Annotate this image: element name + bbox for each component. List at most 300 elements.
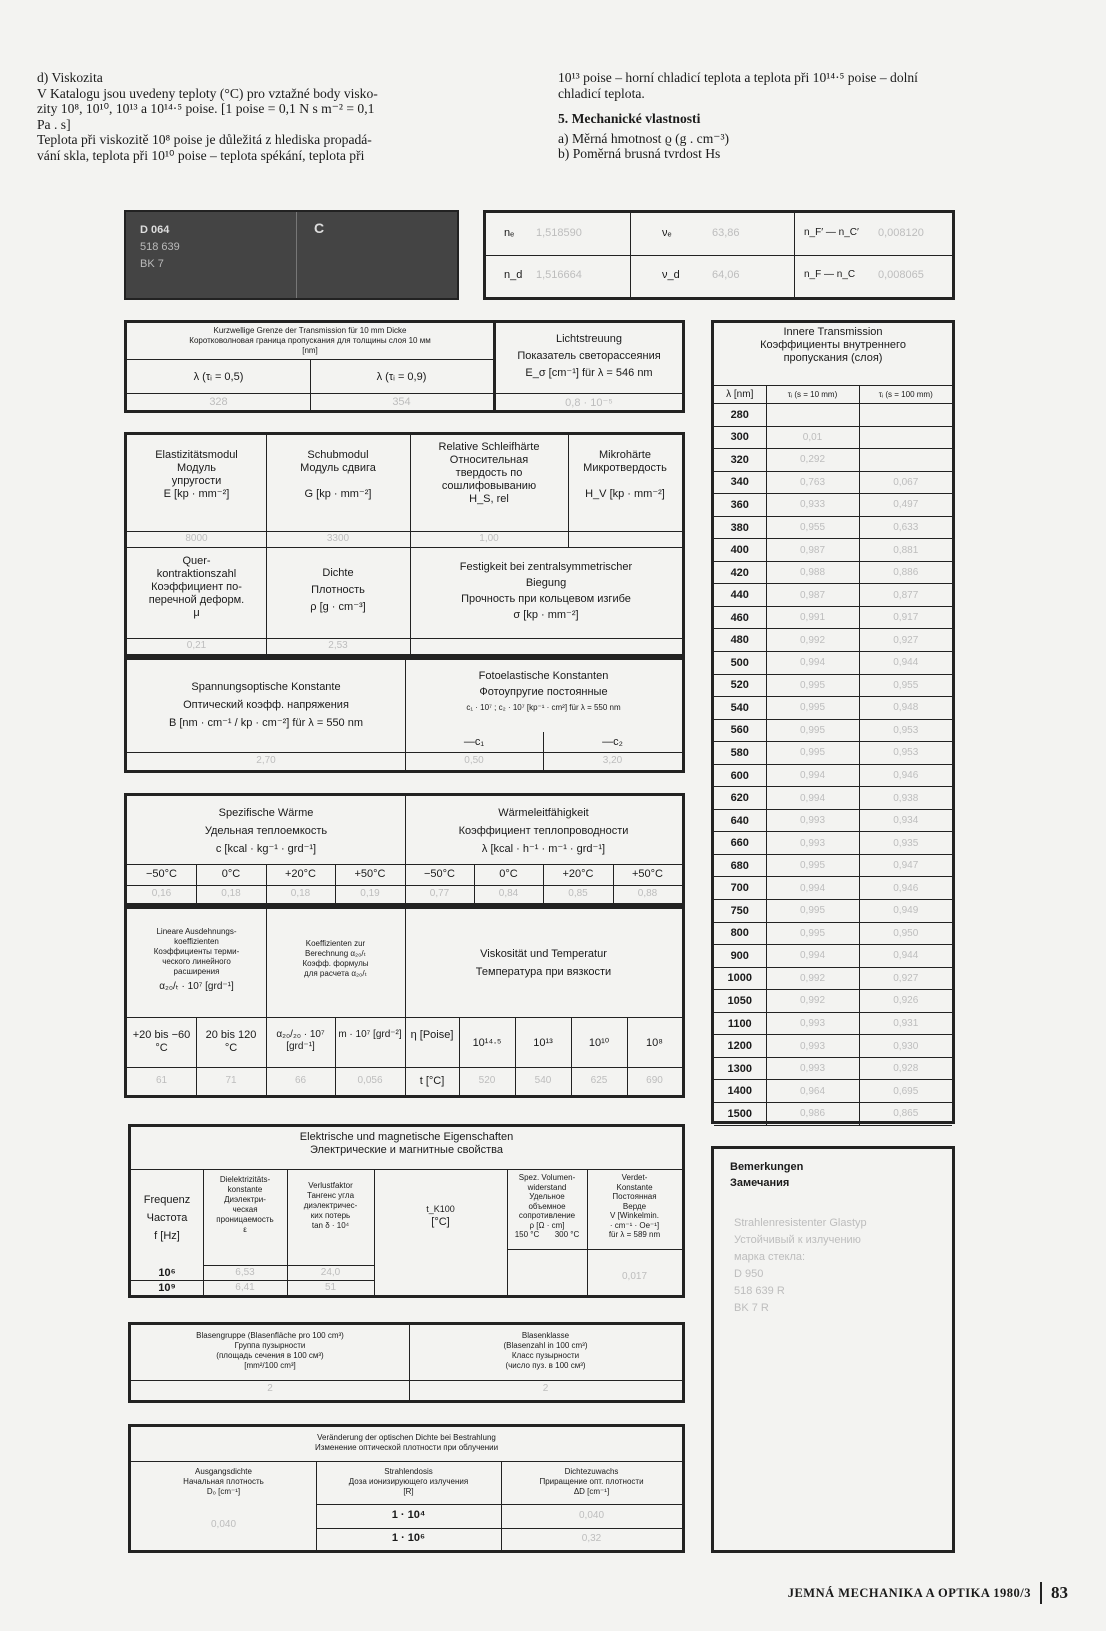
- remark-line: BK 7 R: [734, 1302, 769, 1314]
- table-row: [714, 764, 952, 787]
- lambda-09-value: 354: [392, 396, 411, 408]
- viscosity-temp-3: 625: [590, 1075, 608, 1086]
- page-number: 83: [1051, 1583, 1068, 1602]
- table-row: [714, 584, 952, 607]
- table-row: [714, 967, 952, 990]
- grind-value: 1,00: [479, 533, 499, 544]
- photoel-c1-value: 0,50: [464, 755, 484, 766]
- wavelength-cell: 680: [714, 854, 766, 877]
- remarks-text: [734, 1215, 867, 1317]
- header-line: Группа пузырности: [234, 1341, 306, 1350]
- header-line: ρ [g · cm⁻³]: [310, 601, 366, 613]
- tau-100-cell: 0,946: [859, 764, 952, 787]
- header-line: Spannungsoptische Konstante: [191, 681, 341, 693]
- header-line: твердость по: [455, 467, 523, 479]
- header-line: Festigkeit bei zentralsymmetrischer: [459, 561, 633, 573]
- stressopt-header: [127, 678, 405, 732]
- header-line: ε: [243, 1225, 247, 1234]
- wavelength-cell: 560: [714, 719, 766, 742]
- header-line: σ [kp · mm⁻²]: [513, 609, 579, 621]
- table-row: [714, 494, 952, 517]
- header-line: Частота: [146, 1212, 188, 1224]
- viscosity-poise-4: 10⁸: [646, 1037, 663, 1049]
- tau-100-cell: 0,948: [859, 697, 952, 720]
- dispersion-1-label: n_F′ — n_C′: [804, 227, 859, 238]
- wavelength-cell: 480: [714, 629, 766, 652]
- tau-100-cell: 0,947: [859, 854, 952, 877]
- ve-label: νₑ: [662, 227, 672, 239]
- text-line: vání skla, teplota při 10¹⁰ poise – teplota spékání, teplota při: [37, 147, 365, 163]
- dispersion-2-value: 0,008065: [878, 269, 924, 281]
- inner-transmission-header: [714, 326, 952, 365]
- header-line: Biegung: [525, 577, 567, 589]
- table-row: [714, 697, 952, 720]
- heat-value-4: 0,19: [360, 888, 380, 899]
- density-header: [266, 565, 410, 616]
- tau-10-cell: 0,987: [766, 539, 859, 562]
- mechanical-box: [124, 432, 685, 657]
- wavelength-cell: 420: [714, 561, 766, 584]
- tau-10-cell: 0,994: [766, 945, 859, 968]
- viscosity-poise-3: 10¹⁰: [588, 1037, 610, 1049]
- wavelength-cell: 620: [714, 787, 766, 810]
- header-line: [266, 475, 410, 488]
- header-line: kontraktionszahl: [156, 568, 237, 580]
- header-line: Dichtezuwachs: [564, 1467, 619, 1476]
- wavelength-cell: 540: [714, 697, 766, 720]
- wavelength-cell: 400: [714, 539, 766, 562]
- loss-value-2: 51: [324, 1282, 337, 1293]
- expansion-value-3: 66: [294, 1075, 307, 1086]
- header-line: λ [kcal · h⁻¹ · m⁻¹ · grd⁻¹]: [481, 843, 606, 855]
- viscosity-eta-label: η [Poise]: [410, 1029, 454, 1041]
- table-row: [714, 516, 952, 539]
- header-line: H_S, rel: [469, 493, 509, 505]
- tau-10-cell: [766, 404, 859, 427]
- header-line: Verlustfaktor: [308, 1181, 353, 1190]
- wavelength-cell: 280: [714, 404, 766, 427]
- table-row: [714, 426, 952, 449]
- elastic-value: 8000: [185, 533, 208, 544]
- header-line: E [kp · mm⁻²]: [163, 488, 230, 500]
- tau-10-cell: 0,964: [766, 1080, 859, 1103]
- expansion-sub-3: α₂₀/₂₀ · 10⁷ [grd⁻¹]: [276, 1029, 325, 1052]
- tau-100-cell: 0,935: [859, 832, 952, 855]
- tau-100-cell: 0,881: [859, 539, 952, 562]
- header-line: диэлектричес-: [303, 1201, 358, 1210]
- wavelength-cell: 600: [714, 764, 766, 787]
- freq-1: 10⁶: [158, 1267, 176, 1279]
- text-line: b) Poměrná brusná tvrdost Hs: [558, 146, 721, 162]
- wavelength-cell: 580: [714, 742, 766, 765]
- tau-100-cell: 0,930: [859, 1035, 952, 1058]
- tau-10-cell: 0,995: [766, 674, 859, 697]
- header-line: ρ [Ω · cm]: [529, 1220, 565, 1230]
- viscosity-temp-1: 520: [478, 1075, 496, 1086]
- table-row: [714, 1035, 952, 1058]
- table-row: [714, 854, 952, 877]
- transmission-limit-unit: [nm]: [302, 346, 318, 355]
- header-line: f [Hz]: [154, 1230, 180, 1242]
- header-line: μ: [193, 607, 200, 619]
- transmission-limit-title-ru: Коротковолновая граница пропускания для толщины слоя 10 мм: [189, 336, 431, 345]
- header-line: перечной деформ.: [148, 594, 245, 606]
- tau-10-cell: 0,763: [766, 471, 859, 494]
- header-line: Удельная теплоемкость: [204, 825, 328, 837]
- header-line: Фотоупругие постоянные: [479, 686, 608, 698]
- tau-100-cell: [859, 426, 952, 449]
- table-row: [714, 742, 952, 765]
- text-line: Pa . s]: [37, 116, 71, 132]
- table-row: [714, 990, 952, 1013]
- tau-100-cell: 0,928: [859, 1057, 952, 1080]
- scatter-title-de: Lichtstreuung: [555, 333, 623, 345]
- poisson-value: 0,21: [186, 640, 207, 651]
- photoel-c1-header: —c₁: [463, 736, 485, 748]
- loss-value-1: 24,0: [320, 1267, 341, 1278]
- header-line: Приращение опт. плотности: [539, 1477, 644, 1486]
- text-line: 10¹³ poise – horní chladicí teplota a teplota při 10¹⁴·⁵ poise – dolní: [558, 70, 918, 85]
- expansion-value-1: 61: [155, 1075, 168, 1086]
- vol-temp-1: 150 °C: [514, 1230, 540, 1239]
- header-line: сошлифовыванию: [441, 480, 537, 492]
- wavelength-cell: 440: [714, 584, 766, 607]
- dielectric-value-2: 6,41: [235, 1282, 255, 1293]
- electric-box: [128, 1124, 685, 1298]
- expansion-value-2: 71: [225, 1075, 237, 1086]
- tau-10-cell: 0,995: [766, 697, 859, 720]
- text-line: chladicí teplota.: [558, 85, 645, 101]
- header-line: Тангенс угла: [306, 1191, 355, 1200]
- header-line: Температура при вязкости: [475, 966, 612, 978]
- radiation-title-ru: Изменение оптической плотности при облучении: [314, 1443, 499, 1452]
- expansion-value-4: 0,056: [357, 1075, 383, 1086]
- transmission-limit-box: [124, 320, 496, 413]
- header-line: Относительная: [449, 454, 529, 466]
- table-row: [714, 629, 952, 652]
- header-line: V [Winkelmin.: [610, 1211, 659, 1220]
- header-line: Elastizitätsmodul: [155, 449, 238, 461]
- header-line: ких потерь: [310, 1211, 351, 1220]
- heat-header: [127, 804, 405, 858]
- text-line: a) Měrná hmotnost ϱ (g . cm⁻³): [558, 130, 730, 146]
- wavelength-cell: 640: [714, 809, 766, 832]
- header-line: Удельное: [529, 1192, 565, 1201]
- glass-code: BK 7: [140, 258, 164, 270]
- radiation-col-1: [131, 1467, 316, 1497]
- remarks-title-ru: Замечания: [730, 1177, 790, 1189]
- tau-10-cell: 0,933: [766, 494, 859, 517]
- table-row: [714, 809, 952, 832]
- header-line: Плотность: [311, 584, 365, 596]
- table-row: [714, 561, 952, 584]
- inner-transmission-table: [714, 385, 952, 1126]
- scatter-title-ru: Показатель светорассеяния: [517, 350, 661, 362]
- dielectric-value-1: 6,53: [235, 1267, 255, 1278]
- cond-value-2: 0,84: [498, 888, 519, 899]
- header-line: Микротвердость: [583, 462, 667, 474]
- remark-line: Strahlenresistenter Glastyp: [734, 1217, 867, 1229]
- cond-temp-2: 0°C: [499, 868, 518, 880]
- wavelength-cell: 360: [714, 494, 766, 517]
- header-line: сопротивление: [518, 1211, 576, 1220]
- tau-100-cell: 0,934: [859, 809, 952, 832]
- tau-10-cell: 0,992: [766, 990, 859, 1013]
- heat-temp-2: 0°C: [221, 868, 241, 880]
- tau-100-cell: 0,633: [859, 516, 952, 539]
- header-line: Класс пузырности: [511, 1351, 580, 1360]
- tau-100-cell: 0,917: [859, 606, 952, 629]
- viscosity-poise-2: 10¹³: [533, 1037, 553, 1049]
- tau-10-cell: 0,988: [766, 561, 859, 584]
- header-line: Verdet-: [621, 1173, 648, 1182]
- expansion-sub-2: 20 bis 120 °C: [205, 1029, 257, 1054]
- remarks-box: [711, 1146, 955, 1553]
- expansion-sub-1: +20 bis −60 °C: [132, 1029, 191, 1054]
- tau-10-cell: 0,994: [766, 787, 859, 810]
- header-line: D₀ [cm⁻¹]: [206, 1487, 241, 1496]
- wavelength-cell: 340: [714, 471, 766, 494]
- vd-value: 64,06: [712, 269, 740, 281]
- header-line: Quer-: [182, 555, 211, 567]
- vol-temp-2: 300 °C: [554, 1230, 580, 1239]
- tau-100-cell: 0,886: [859, 561, 952, 584]
- header-line: G [kp · mm⁻²]: [304, 488, 372, 500]
- tau-100-cell: 0,931: [859, 1012, 952, 1035]
- header-line: widerstand: [527, 1182, 567, 1192]
- table-row: [714, 719, 952, 742]
- wavelength-cell: 1500: [714, 1102, 766, 1125]
- tau-100-cell: 0,946: [859, 877, 952, 900]
- table-row: [714, 1057, 952, 1080]
- table-row: [714, 652, 952, 675]
- header-line: Fotoelastische Konstanten: [478, 670, 609, 682]
- heat-temp-3: +20°C: [284, 868, 316, 880]
- table-row: [714, 539, 952, 562]
- header-line: Frequenz: [143, 1194, 191, 1206]
- wavelength-cell: 1100: [714, 1012, 766, 1035]
- header-line: Диэлектри-: [224, 1195, 266, 1204]
- electric-title-ru: Электрические и магнитные свойства: [310, 1144, 503, 1156]
- nd-label: n_d: [504, 269, 523, 281]
- bubble-group-value: 2: [267, 1383, 273, 1394]
- tau-100-cell: 0,497: [859, 494, 952, 517]
- poisson-header: [127, 555, 266, 620]
- header-line: Доза ионизирующего излучения: [348, 1477, 469, 1486]
- tau-100-cell: [859, 449, 952, 472]
- cond-value-3: 0,85: [568, 888, 588, 899]
- dielectric-header: [203, 1175, 287, 1235]
- header-line: Постоянная: [612, 1192, 657, 1201]
- header-line: Berechnung α₂₀/ₜ: [305, 949, 366, 958]
- bubble-class-header: [409, 1331, 682, 1371]
- density-increase-2: 0,32: [581, 1533, 602, 1544]
- wavelength-cell: 800: [714, 922, 766, 945]
- lambda-09-header: λ (τᵢ = 0,9): [376, 371, 427, 383]
- intro-right: [558, 70, 1068, 162]
- loss-header: [287, 1181, 374, 1231]
- viscosity-t-label: t [°C]: [419, 1075, 445, 1087]
- header-line: [568, 475, 682, 488]
- nd-value: 1,516664: [536, 269, 582, 281]
- header-line: α₂₀/ₜ · 10⁷ [grd⁻¹]: [159, 981, 234, 992]
- tau-100-cell: 0,865: [859, 1102, 952, 1125]
- scatter-unit: E_σ [cm⁻¹] für λ = 546 nm: [525, 367, 653, 379]
- ne-label: nₑ: [504, 227, 515, 239]
- tau-10-cell: 0,992: [766, 967, 859, 990]
- heat-temp-1: −50°C: [145, 868, 177, 880]
- tau-100-cell: 0,877: [859, 584, 952, 607]
- header-line: ческого линейного: [162, 957, 231, 966]
- wavelength-cell: 1000: [714, 967, 766, 990]
- header-line: Wärmeleitfähigkeit: [498, 807, 589, 819]
- table-row: [714, 900, 952, 923]
- header-line: für λ = 589 nm: [608, 1230, 661, 1239]
- tk100-header: [374, 1203, 507, 1229]
- transmission-limit-title-de: Kurzwellige Grenze der Transmission für 10 mm Dicke: [213, 326, 407, 335]
- header-line: упругости: [171, 475, 222, 487]
- cond-temp-4: +50°C: [631, 868, 663, 880]
- viscosity-header: [405, 945, 682, 981]
- viscosity-temp-2: 540: [534, 1075, 552, 1086]
- wavelength-cell: 700: [714, 877, 766, 900]
- header-line: t_K100: [426, 1204, 455, 1214]
- header-line: проницаемость: [216, 1215, 274, 1224]
- tau-10-cell: 0,995: [766, 854, 859, 877]
- header-line: Коэффициенты терми-: [153, 947, 240, 956]
- tau-100-cell: 0,927: [859, 967, 952, 990]
- elastic-header: [127, 449, 266, 501]
- header-line: Начальная плотность: [183, 1477, 264, 1486]
- header-line: пропускания (слоя): [783, 352, 883, 364]
- header-line: Innere Transmission: [783, 326, 883, 338]
- table-row: [714, 1080, 952, 1103]
- radiation-col-3: [501, 1467, 682, 1497]
- header-line: объемное: [528, 1201, 566, 1211]
- tau-10-cell: 0,994: [766, 652, 859, 675]
- tau-10-cell: 0,995: [766, 719, 859, 742]
- header-line: Ausgangsdichte: [195, 1467, 252, 1476]
- header-line: Strahlendosis: [384, 1467, 433, 1476]
- header-line: konstante: [227, 1185, 263, 1194]
- expansion-viscosity-box: [124, 906, 685, 1098]
- journal-name: JEMNÁ MECHANIKA A OPTIKA 1980/3: [787, 1585, 1031, 1600]
- header-line: Mikrohärte: [599, 449, 651, 461]
- table-row: [714, 471, 952, 494]
- tau-100-cell: 0,953: [859, 719, 952, 742]
- viscosity-poise-1: 10¹⁴·⁵: [472, 1037, 502, 1049]
- header-line: Оптический коэфф. напряжения: [183, 699, 349, 711]
- refractive-index-box: [483, 210, 955, 300]
- tau-10-cell: 0,995: [766, 922, 859, 945]
- bubble-class-value: 2: [542, 1383, 549, 1394]
- header-line: Koeffizienten zur: [305, 939, 366, 948]
- tau-100-cell: 0,944: [859, 652, 952, 675]
- header-line: c₁ · 10⁷ ; c₂ · 10⁷ [kp⁻¹ · cm²] für λ = 550 nm: [466, 703, 621, 712]
- header-line: Spez. Volumen-: [518, 1173, 576, 1182]
- bubble-box: [128, 1322, 685, 1403]
- tau-100-cell: 0,944: [859, 945, 952, 968]
- intro-left: [37, 70, 537, 164]
- remark-line: марка стекла:: [734, 1251, 806, 1263]
- header-line: Dichte: [322, 567, 354, 579]
- photoel-c2-header: —c₂: [602, 736, 623, 748]
- wavelength-cell: 460: [714, 606, 766, 629]
- wavelength-cell: 520: [714, 674, 766, 697]
- heat-value-2: 0,18: [221, 888, 241, 899]
- cond-value-4: 0,88: [637, 888, 658, 899]
- glass-card-letter: C: [314, 220, 325, 236]
- header-line: Прочность при кольцевом изгибе: [461, 593, 631, 605]
- wavelength-cell: 380: [714, 516, 766, 539]
- thermal-box: [124, 793, 685, 906]
- stress-optical-box: [124, 657, 685, 773]
- heat-temp-4: +50°C: [354, 868, 386, 880]
- verdet-header: [587, 1173, 682, 1240]
- header-line: [mm²/100 cm³]: [244, 1361, 296, 1370]
- heat-value-1: 0,16: [151, 888, 172, 899]
- header-line: Blasengruppe (Blasenfläche pro 100 cm³): [196, 1331, 344, 1340]
- header-line: (Blasenzahl in 100 cm³): [503, 1341, 588, 1350]
- header-line: для расчета α₂₀/ₜ: [304, 969, 367, 978]
- stressopt-value: 2,70: [256, 755, 276, 766]
- tau-10-cell: 0,993: [766, 832, 859, 855]
- wavelength-cell: 1300: [714, 1057, 766, 1080]
- tau-100-cell: 0,926: [859, 990, 952, 1013]
- radiation-box: [128, 1424, 685, 1553]
- tau-10-cell: 0,995: [766, 900, 859, 923]
- tau-10-cell: 0,955: [766, 516, 859, 539]
- tau-10-cell: 0,987: [766, 584, 859, 607]
- tau-100-cell: 0,067: [859, 471, 952, 494]
- bubble-group-header: [131, 1331, 409, 1371]
- header-line: (число пуз. в 100 см³): [505, 1361, 586, 1370]
- header-line: Dielektrizitäts-: [219, 1175, 271, 1184]
- tau-100-cell: 0,949: [859, 900, 952, 923]
- tau-100-cell: 0,695: [859, 1080, 952, 1103]
- initial-density-value: 0,040: [210, 1519, 237, 1530]
- electric-title-de: Elektrische und magnetische Eigenschaften: [299, 1131, 514, 1143]
- remark-line: Устойчивый к излучению: [734, 1234, 861, 1246]
- header-line: ΔD [cm⁻¹]: [573, 1487, 610, 1496]
- table-row: [714, 945, 952, 968]
- header-line: Spezifische Wärme: [218, 807, 314, 819]
- header-line: Blasenklasse: [521, 1331, 570, 1340]
- text-line: zity 10⁸, 10¹⁰, 10¹³ a 10¹⁴·⁵ poise. [1 poise = 0,1 N s m⁻² = 0,1: [37, 101, 375, 117]
- dose-2: 1 · 10⁶: [391, 1532, 426, 1544]
- light-scatter-box: [493, 320, 685, 413]
- radiation-title-de: Veränderung der optischen Dichte bei Bestrahlung: [317, 1433, 496, 1442]
- dispersion-2-label: n_F — n_C: [804, 269, 856, 280]
- tau-10-cell: 0,01: [766, 426, 859, 449]
- table-row: [714, 922, 952, 945]
- wavelength-cell: 300: [714, 426, 766, 449]
- expansion-header: [127, 927, 266, 992]
- header-line: Коэффициент теплопроводности: [458, 825, 629, 837]
- tau-100-cell: 0,950: [859, 922, 952, 945]
- cond-header: [405, 804, 682, 858]
- cond-temp-3: +20°C: [562, 868, 594, 880]
- tau-10-cell: 0,993: [766, 1012, 859, 1035]
- cond-temp-1: −50°C: [423, 868, 455, 880]
- tau-100-cell: 0,938: [859, 787, 952, 810]
- col-tau-100: τᵢ (s = 100 mm): [859, 386, 952, 404]
- header-line: Коэффициент по-: [151, 581, 242, 593]
- header-line: расширения: [173, 967, 220, 976]
- tau-10-cell: 0,986: [766, 1102, 859, 1125]
- micro-header: [568, 449, 682, 501]
- photoel-c2-value: 3,20: [602, 755, 623, 766]
